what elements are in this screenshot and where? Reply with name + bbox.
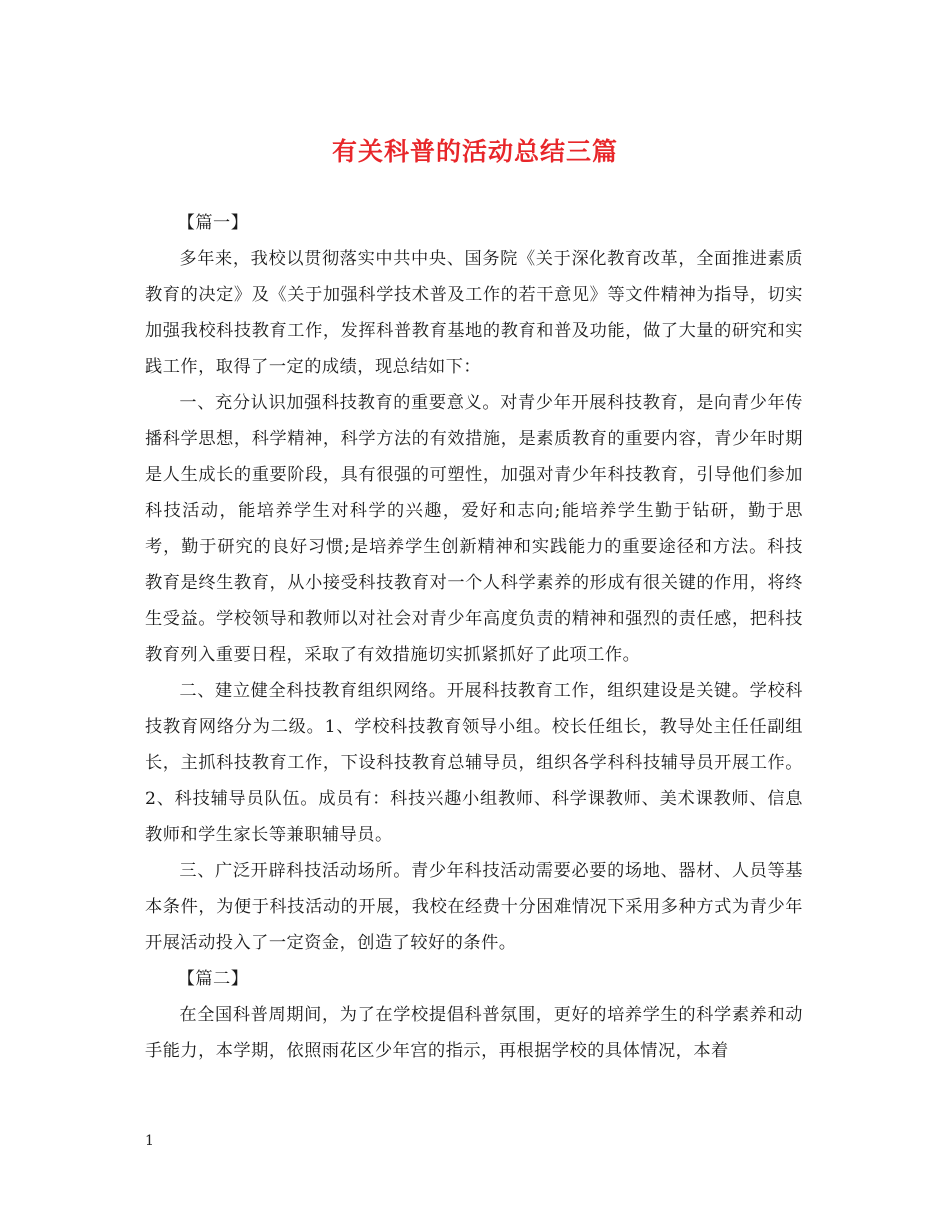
- section-heading-1: 【篇一】: [177, 213, 249, 233]
- paragraph-point-1: 一、充分认识加强科技教育的重要意义。对青少年开展科技教育，是向青少年传播科学思想，科学精神，科学方法的有效措施，是素质教育的重要内容，青少年时期是人生成长的重要阶段，具有很强的可塑性，加强对青少年科技教育，引导他们参加科技活动，能培养学生对科学的兴趣，爱好和志向;能培养学生勤于钻研，勤于思考，勤于研究的良好习惯;是培养学生创新精神和实践能力的重要途径和方法。科技教育是终生教育，从小接受科技教育对一个人科学素养的形成有很关键的作用，将终生受益。学校领导和教师以对社会对青少年高度负责的精神和强烈的责任感，把科技教育列入重要日程，采取了有效措施切实抓紧抓好了此项工作。: [145, 393, 803, 665]
- document-title: 有关科普的活动总结三篇: [331, 137, 618, 166]
- page-number: 1: [145, 1133, 154, 1149]
- paragraph-section-2-intro: 在全国科普周期间，为了在学校提倡科普氛围，更好的培养学生的科学素养和动手能力，本学期，依照雨花区少年宫的指示，再根据学校的具体情况，本着: [145, 1005, 803, 1061]
- paragraph-intro: 多年来，我校以贯彻落实中共中央、国务院《关于深化教育改革，全面推进素质教育的决定》及《关于加强科学技术普及工作的若干意见》等文件精神为指导，切实加强我校科技教育工作，发挥科普教育基地的教育和普及功能，做了大量的研究和实践工作，取得了一定的成绩，现总结如下：: [145, 249, 803, 377]
- paragraph-point-2: 二、建立健全科技教育组织网络。开展科技教育工作，组织建设是关键。学校科技教育网络分为二级。1、学校科技教育领导小组。校长任组长，教导处主任任副组长，主抓科技教育工作，下设科技教育总辅导员，组织各学科科技辅导员开展工作。2、科技辅导员队伍。成员有：科技兴趣小组教师、科学课教师、美术课教师、信息教师和学生家长等兼职辅导员。: [145, 681, 803, 845]
- document-body: [145, 205, 803, 1069]
- paragraph-point-3: 三、广泛开辟科技活动场所。青少年科技活动需要必要的场地、器材、人员等基本条件，为便于科技活动的开展，我校在经费十分困难情况下采用多种方式为青少年开展活动投入了一定资金，创造了较好的条件。: [145, 861, 803, 953]
- section-heading-2: 【篇二】: [177, 969, 249, 989]
